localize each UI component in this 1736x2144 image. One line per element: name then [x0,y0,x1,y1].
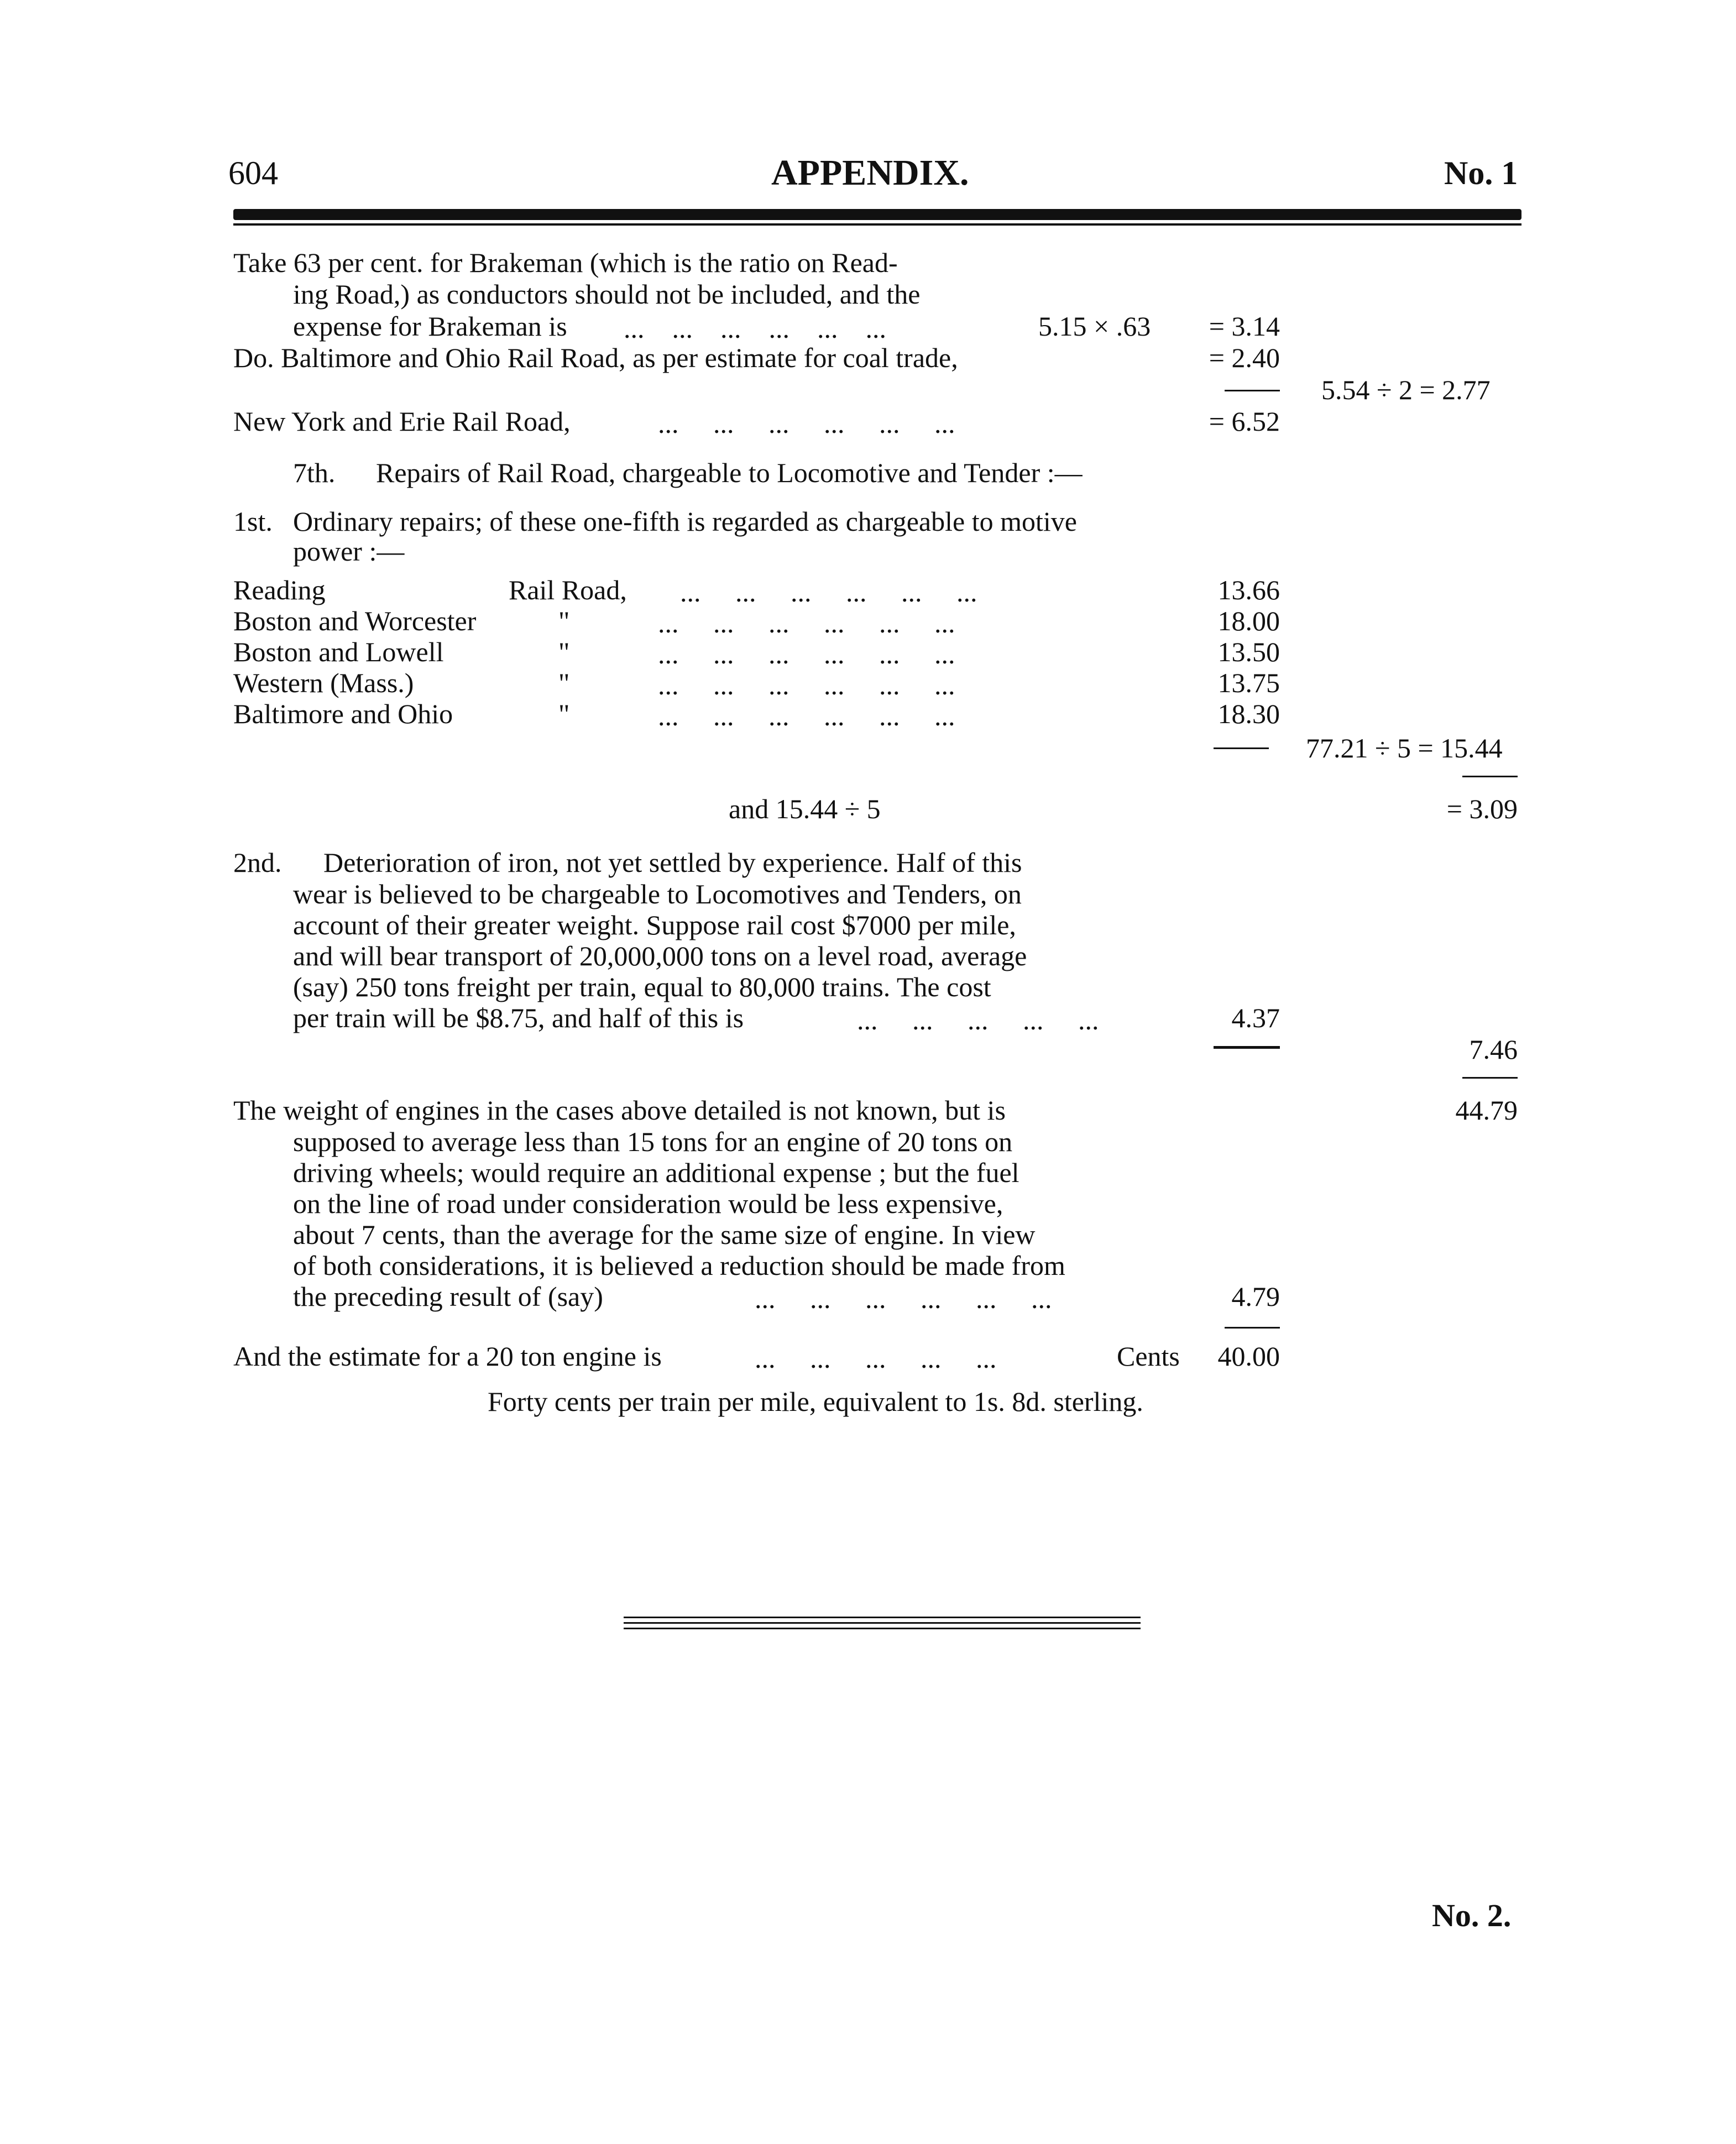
leader-dots: ... ... ... ... ... ... [658,670,955,700]
repair-value: 13.66 [1217,574,1280,605]
second-line-2: wear is believed to be chargeable to Locomotives and Tenders, on [293,878,1022,909]
leader-dots: ... ... ... ... ... ... [624,313,886,344]
leader-dots: ... ... ... ... ... ... [680,577,977,608]
weight-line-7: the preceding result of (say) [293,1281,603,1312]
grand-subtotal: 44.79 [1455,1095,1518,1126]
header-rule-thin [233,223,1521,226]
first-item-number: 1st. [233,506,273,537]
weight-rule [1225,1327,1280,1329]
weight-line-5: about 7 cents, than the average for the same size of engine. In view [293,1219,1036,1250]
second-line-3: account of their greater weight. Suppose rail cost $7000 per mile, [293,909,1016,940]
second-line-1: Deterioration of iron, not yet settled by experience. Half of this [323,847,1022,878]
railroad-name: Reading [233,574,326,605]
repair-value: 18.30 [1217,698,1280,729]
railroad-suffix: " [558,636,570,667]
brakeman-line-3: expense for Brakeman is [293,311,567,342]
brakeman-average: 5.54 ÷ 2 = 2.77 [1321,374,1491,405]
railroad-name: Boston and Worcester [233,605,477,636]
weight-line-3: driving wheels; would require an additional expense ; but the fuel [293,1157,1019,1188]
leader-dots: ... ... ... ... ... [857,1005,1099,1036]
leader-dots: ... ... ... ... ... ... [658,608,955,639]
and-result: = 3.09 [1446,793,1518,824]
erie-value: = 6.52 [1209,406,1280,437]
estimate-summary: Forty cents per train per mile, equivalent to 1s. 8d. sterling. [488,1386,1143,1417]
repair-value: 13.75 [1217,667,1280,698]
leader-dots: ... ... ... ... ... ... [658,700,955,731]
railroad-suffix: " [558,698,570,729]
weight-line-2: supposed to average less than 15 tons for an engine of 20 tons on [293,1126,1013,1157]
second-line-4: and will bear transport of 20,000,000 tons on a level road, average [293,940,1027,971]
closing-rule-2 [624,1622,1141,1624]
first-item-line-2: power :— [293,536,405,567]
repairs-total-rule [1214,747,1269,749]
second-value: 4.37 [1231,1002,1280,1033]
brakeman-value: = 3.14 [1209,311,1280,342]
section-7-heading: Repairs of Rail Road, chargeable to Locomotive and Tender :— [376,457,1083,488]
estimate-value: 40.00 [1217,1341,1280,1372]
leader-dots: ... ... ... ... ... [755,1343,997,1374]
baltimore-ohio-value: = 2.40 [1209,342,1280,373]
leader-dots: ... ... ... ... ... ... [658,408,955,439]
section-7-number: 7th. [293,457,336,488]
weight-value: 4.79 [1231,1281,1280,1312]
erie-label: New York and Erie Rail Road, [233,406,571,437]
repair-value: 13.50 [1217,636,1280,667]
closing-rule-3 [624,1628,1141,1629]
next-section-number: No. 2. [1432,1897,1512,1933]
railroad-suffix: Rail Road, [509,574,627,605]
repair-value: 18.00 [1217,605,1280,636]
average-rule [1462,776,1518,777]
brakeman-line-1: Take 63 per cent. for Brakeman (which is the ratio on Read- [233,247,898,278]
brakeman-line-2: ing Road,) as conductors should not be included, and the [293,279,921,310]
weight-line-4: on the line of road under consideration would be less expensive, [293,1188,1003,1219]
weight-line-1: The weight of engines in the cases above detailed is not known, but is [233,1095,1006,1126]
railroad-name: Baltimore and Ohio [233,698,453,729]
brakeman-calc: 5.15 × .63 [1038,311,1151,342]
and-line: and 15.44 ÷ 5 [729,793,881,824]
second-item-number: 2nd. [233,847,282,878]
estimate-unit: Cents [1117,1341,1180,1372]
railroad-suffix: " [558,667,570,698]
railroad-name: Western (Mass.) [233,667,414,698]
second-line-5: (say) 250 tons freight per train, equal to 80,000 trains. The cost [293,971,991,1002]
second-subtotal: 7.46 [1469,1034,1518,1065]
page-title: APPENDIX. [771,153,969,193]
second-rule [1214,1046,1280,1049]
section-number: No. 1 [1444,155,1518,191]
subtotal-rule [1225,390,1280,391]
weight-line-6: of both considerations, it is believed a reduction should be made from [293,1250,1065,1281]
railroad-suffix: " [558,605,570,636]
leader-dots: ... ... ... ... ... ... [658,639,955,670]
subtotal-rule-right [1462,1077,1518,1079]
estimate-label: And the estimate for a 20 ton engine is [233,1341,662,1372]
leader-dots: ... ... ... ... ... ... [755,1283,1052,1314]
first-item-line-1: Ordinary repairs; of these one-fifth is regarded as chargeable to motive [293,506,1077,537]
railroad-name: Boston and Lowell [233,636,444,667]
page-number: 604 [228,155,278,191]
repairs-average: 77.21 ÷ 5 = 15.44 [1306,733,1503,764]
closing-rule-1 [624,1617,1141,1618]
baltimore-ohio-label: Do. Baltimore and Ohio Rail Road, as per estimate for coal trade, [233,342,958,373]
header-rule-thick [233,209,1521,220]
second-line-6: per train will be $8.75, and half of this is [293,1002,744,1033]
